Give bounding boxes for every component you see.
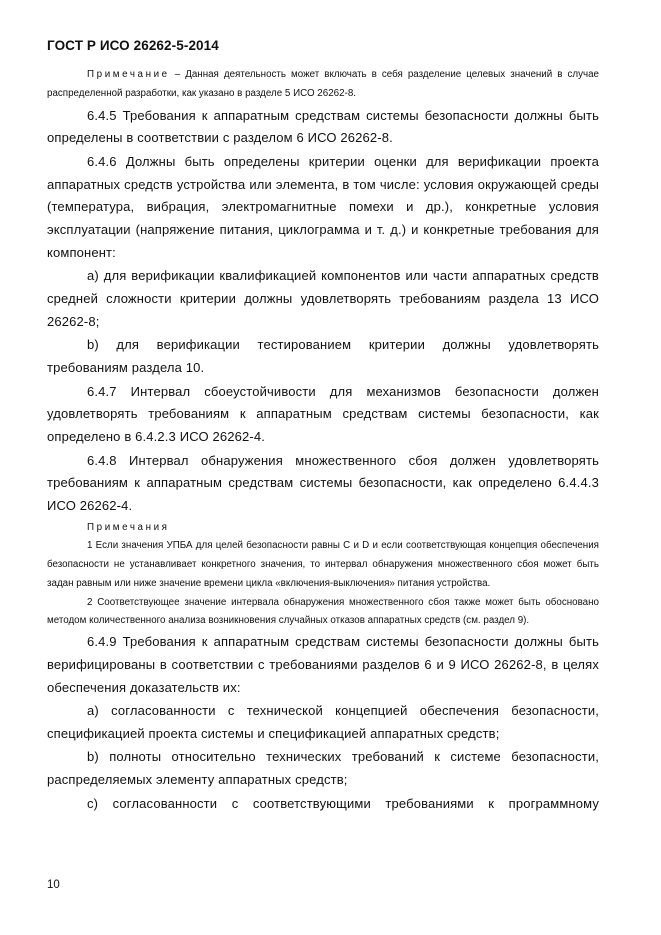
paragraph-6-4-8: 6.4.8 Интервал обнаружения множественного сбоя должен удовлетворять требованиям к аппаратным средствам системы безопасности, как определено 6.4.4.3 ИСО 26262-4. <box>47 452 599 514</box>
paragraph-6-4-5: 6.4.5 Требования к аппаратным средствам системы безопасности должны быть определены в соответствии с разделом 6 ИСО 26262-8. <box>47 107 599 146</box>
paragraph-6-4-9-a: а) согласованности с технической концепцией обеспечения безопасности, спецификацией проекта системы и спецификацией аппаратных средств; <box>47 703 599 742</box>
note-top-label: Примечание <box>87 69 170 80</box>
paragraph-6-4-9-b: b) полноты относительно технических требований к системе безопасности, распределяемых элементу аппаратных средств; <box>47 749 599 788</box>
paragraph-6-4-9-c: с) согласованности с соответствующими требованиями к программному <box>87 795 599 811</box>
notes-heading: Примечания <box>87 521 170 533</box>
note-top-text: – Данная деятельность может включать в себя разделение целевых значений в случае распределенной разработки, как указано в разделе 5 ИСО 26262-8. <box>47 69 599 99</box>
note-2: 2 Соответствующее значение интервала обнаружения множественного сбоя также может быть обосновано методом количественного анализа возникновения случайных отказов аппаратных средств (см. раздел 9). <box>47 596 599 627</box>
paragraph-6-4-9: 6.4.9 Требования к аппаратным средствам системы безопасности должны быть верифицированы в соответствии с требованиями разделов 6 и 9 ИСО 26262-8, в целях обеспечения доказательств их: <box>47 634 599 695</box>
paragraph-6-4-6: 6.4.6 Должны быть определены критерии оценки для верификации проекта аппаратных средств устройства или элемента, в том числе: условия окружающей среды (температура, вибрация, электромагнитные помехи и др.), конкретные условия эксплуатации (напряжение питания, циклограмма и т. д.) и конкретные требования для компонент: <box>47 153 599 260</box>
paragraph-6-4-6-a: а) для верификации квалификацией компонентов или части аппаратных средств средней сложности критерии должны удовлетворять требованиям раздела 13 ИСО 26262-8; <box>47 268 599 329</box>
document-header: ГОСТ Р ИСО 26262-5-2014 <box>47 38 219 53</box>
note-1: 1 Если значения УПБА для целей безопасности равны С и D и если соответствующая концепция обеспечения безопасности не устанавливает конкретного значения, то интервал обнаружения множественного сбоя может быть задан равным или ниже значение времени цикла «включения-выключения» питания устройства. <box>47 540 599 589</box>
page-content <box>47 66 599 816</box>
paragraph-6-4-7: 6.4.7 Интервал сбоеустойчивости для механизмов безопасности должен удовлетворять требованиям к аппаратным средствам системы безопасности, как определено в 6.4.2.3 ИСО 26262-4. <box>47 383 599 445</box>
note-top <box>47 66 599 104</box>
page-number: 10 <box>47 879 60 891</box>
paragraph-6-4-6-b: b) для верификации тестированием критерии должны удовлетворять требованиям раздела 10. <box>47 337 599 376</box>
